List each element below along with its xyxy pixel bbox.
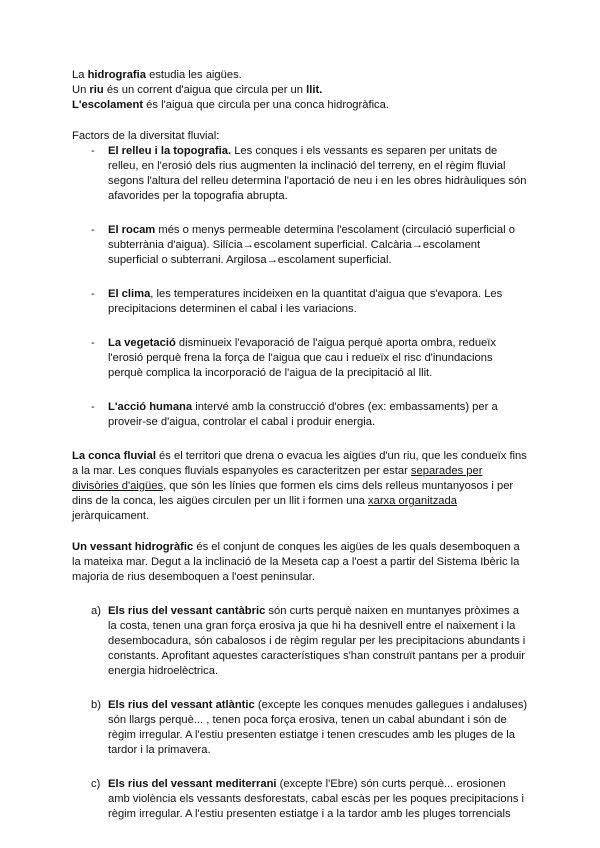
factors-title: Factors de la diversitat fluvial: — [72, 130, 220, 142]
list-dash: - — [91, 288, 95, 300]
vessant-item: a) Els rius del vessant cantàbric són curts perquè naixen en muntanyes pròximes a la costa, tenen una gran força erosiva ja que hi ha desnivell entre el naixement i la desembocadura, són cabalosos i de règim regular per les precipitacions abundants i constants. Aprofitant aquestes característiques s'han construït pantans per a produir energia hidroelèctrica. — [91, 605, 526, 677]
list-dash: - — [91, 401, 95, 413]
factor-item: - L'acció humana intervé amb la construcció d'obres (ex: embassaments) per a proveir-se d'aigua, controlar el cabal i produir energia. — [91, 401, 498, 428]
list-marker: a) — [91, 605, 101, 617]
intro-line-escolament: L'escolament és l'aigua que circula per una conca hidrogràfica. — [72, 99, 389, 111]
list-dash: - — [91, 337, 95, 349]
list-marker: c) — [91, 778, 101, 790]
underlined-term: separades per divisòries d'aigües — [72, 465, 483, 492]
factor-item: - El relleu i la topografia. Les conques i els vessants es separen per unitats de relleu, en l'erosió dels rius augmenten la inclinació del terreny, en el règim fluvial segons l'altura del relleu determina l'aportació de neu i en les obres hidràuliques són afavorides per la topografia abrupta. — [91, 145, 527, 202]
factor-item: - El clima, les temperatures incideixen en la quantitat d'aigua que s'evapora. Les precipitacions determinen el cabal i les variacions. — [91, 288, 503, 315]
intro-line-riu: Un riu és un corrent d'aigua que circula per un llit. — [72, 84, 323, 96]
list-dash: - — [91, 224, 95, 236]
intro-line-hidrografia: La hidrografia estudia les aigües. — [72, 69, 242, 81]
list-marker: b) — [91, 699, 101, 711]
vessant-paragraph: Un vessant hidrogràfic és el conjunt de conques les aigües de les quals desemboquen a la mateixa mar. Degut a la inclinació de la Meseta cap a l'oest a partir del Sistema Ibèric la majoria de rius desemboquen a l'oest peninsular. — [72, 541, 520, 583]
factor-item: - La vegetació disminueix l'evaporació de l'aigua perquè aporta ombra, redueïx l'erosió perquè frena la força de l'aigua que cau i redueïx el risc d'inundacions perquè complica la incorporació de l'aigua de la precipitació al llit. — [91, 337, 496, 379]
vessant-item: b) Els rius del vessant atlàntic (excepte les conques menudes gallegues i andaluses) són llargs perquè... , tenen poca força erosiva, tenen un cabal abundant i són de règim irregular. A l'estiu presenten estiatge i tenen crescudes amb les pluges de la tardor i la primavera. — [91, 699, 528, 756]
underlined-term: xarxa organitzada — [368, 495, 457, 507]
factor-item: - El rocam més o menys permeable determina l'escolament (circulació superficial o subterrània d'aigua). Silícia→escolament superficial. Calcària→escolament superficial o subterrani. Argilosa→escolament superficial. — [91, 224, 515, 266]
document-body — [72, 68, 530, 822]
list-dash: - — [91, 145, 95, 157]
vessant-item: c) Els rius del vessant mediterrani (excepte l'Ebre) són curts perquè... erosionen amb violència els vessants desforestats, cabal escàs per les poques precipitacions i règim irregular. A l'estiu presenten estiatge i a la tardor amb les pluges torrencials — [91, 778, 525, 820]
conca-fluvial-paragraph: La conca fluvial és el territori que drena o evacua les aigües d'un riu, que les condueïx fins a la mar. Les conques fluvials espanyoles es caracteritzen per estar separades per divisòries d'aigües, que són les línies que formen els cims dels relleus muntanyosos i per dins de la conca, les aigües circulen per un llit i formen una xarxa organitzada jeràrquicament. — [72, 450, 527, 522]
